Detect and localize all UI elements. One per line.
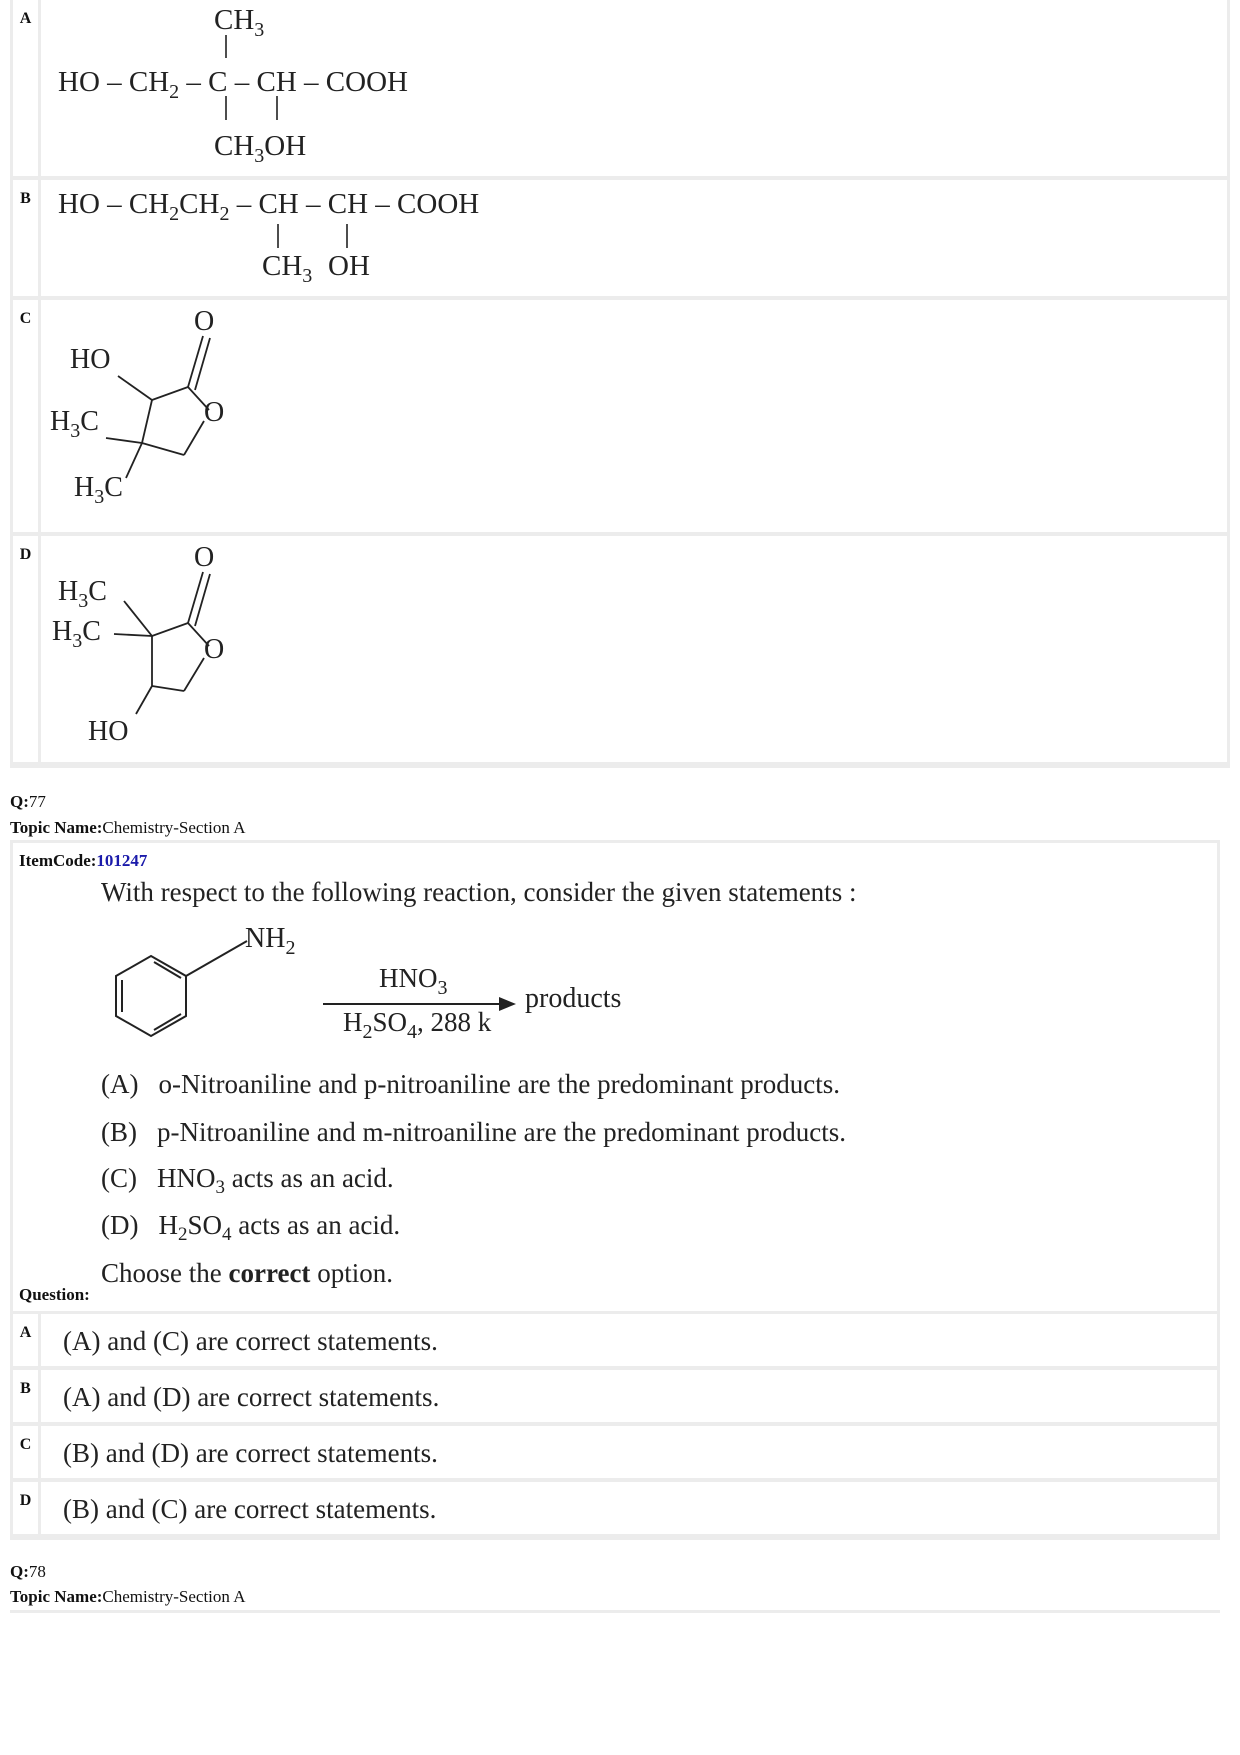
answer-option-a[interactable]	[13, 1314, 1217, 1366]
reagent-bottom: $H_2SO_4$, 288 k	[343, 1007, 492, 1043]
carbonyl-oxygen: O	[194, 306, 215, 337]
option-letter: D	[13, 1482, 41, 1534]
option-row-a[interactable]	[13, 0, 1227, 176]
option-letter: A	[13, 1314, 41, 1366]
structure-top-group: $CH_3$	[214, 4, 265, 41]
option-letter: B	[13, 1370, 41, 1422]
option-letter: A	[13, 0, 41, 176]
question-box	[10, 840, 1220, 1540]
option-row-b[interactable]	[13, 180, 1227, 296]
option-row-d[interactable]	[13, 536, 1227, 762]
methyl-group: $H_3C$	[58, 576, 107, 612]
methyl-group: $H_3C$	[74, 472, 123, 508]
q-label: Q:	[10, 1562, 29, 1581]
q-number: 77	[28, 792, 46, 811]
option-letter: C	[13, 300, 41, 532]
option-text: (A) and (C) are correct statements.	[63, 1326, 438, 1356]
structure-main-chain: HO – $CH_2$ – C – CH – COOH	[58, 66, 408, 103]
q-label: Q:	[10, 792, 29, 811]
structure-sub-right: OH	[328, 250, 370, 282]
option-letter: C	[13, 1426, 41, 1478]
topic-value: Chemistry-Section A	[102, 818, 246, 837]
hydroxy-group: HO	[88, 716, 129, 747]
option-text: (B) and (C) are correct statements.	[63, 1494, 437, 1524]
statement-c: (C) $HNO_3$ acts as an acid.	[101, 1163, 394, 1198]
answer-option-d[interactable]	[13, 1482, 1217, 1534]
question-label: Question:	[19, 1285, 90, 1304]
structure-bottom-group: $CH_3OH$	[214, 130, 307, 167]
option-text: (B) and (D) are correct statements.	[63, 1438, 438, 1468]
ring-oxygen: O	[204, 397, 225, 428]
option-row-c[interactable]	[13, 300, 1227, 532]
option-text: (A) and (D) are correct statements.	[63, 1382, 440, 1412]
statement-d: (D) $H_2SO_4$ acts as an acid.	[101, 1210, 401, 1245]
choose-instruction: Choose the correct option.	[101, 1258, 393, 1288]
option-letter: D	[13, 536, 41, 762]
question-number-line	[10, 1562, 46, 1582]
reaction-product: products	[525, 983, 622, 1014]
itemcode-value: 101247	[96, 851, 148, 870]
topic-value: Chemistry-Section A	[102, 1587, 246, 1606]
question-intro: With respect to the following reaction, consider the given statements :	[101, 877, 857, 907]
option-letter: B	[13, 180, 41, 296]
hydroxy-group: HO	[70, 344, 111, 375]
statement-a: (A) o-Nitroaniline and p-nitroaniline are the predominant products.	[101, 1069, 841, 1099]
statement-b: (B) p-Nitroaniline and m-nitroaniline are the predominant products.	[101, 1117, 847, 1147]
q-number: 78	[28, 1562, 46, 1581]
structure-sub-left: $CH_3$	[262, 250, 313, 287]
answer-option-c[interactable]	[13, 1426, 1217, 1478]
topic-label: Topic Name:	[10, 818, 103, 837]
topic-line	[10, 1587, 245, 1607]
prev-options-table	[10, 0, 1230, 768]
structure-b	[44, 180, 1227, 296]
structure-a	[44, 0, 1227, 176]
ring-oxygen: O	[204, 634, 225, 665]
itemcode-label: ItemCode:	[19, 851, 97, 870]
methyl-group: $H_3C$	[50, 406, 99, 442]
topic-label: Topic Name:	[10, 1587, 103, 1606]
divider	[10, 1610, 1220, 1613]
reagent-top: $HNO_3$	[379, 963, 448, 999]
carbonyl-oxygen: O	[194, 542, 215, 573]
answer-option-b[interactable]	[13, 1370, 1217, 1422]
question-number-line	[10, 792, 46, 812]
structure-d	[44, 536, 1227, 762]
structure-c	[44, 300, 1227, 532]
methyl-group: $H_3C$	[52, 616, 101, 652]
question-stem	[13, 843, 1217, 1311]
structure-main-chain: HO – $CH_2CH_2$ – CH – CH – COOH	[58, 188, 480, 225]
amino-group: $NH_2$	[245, 923, 296, 959]
topic-line	[10, 818, 245, 838]
